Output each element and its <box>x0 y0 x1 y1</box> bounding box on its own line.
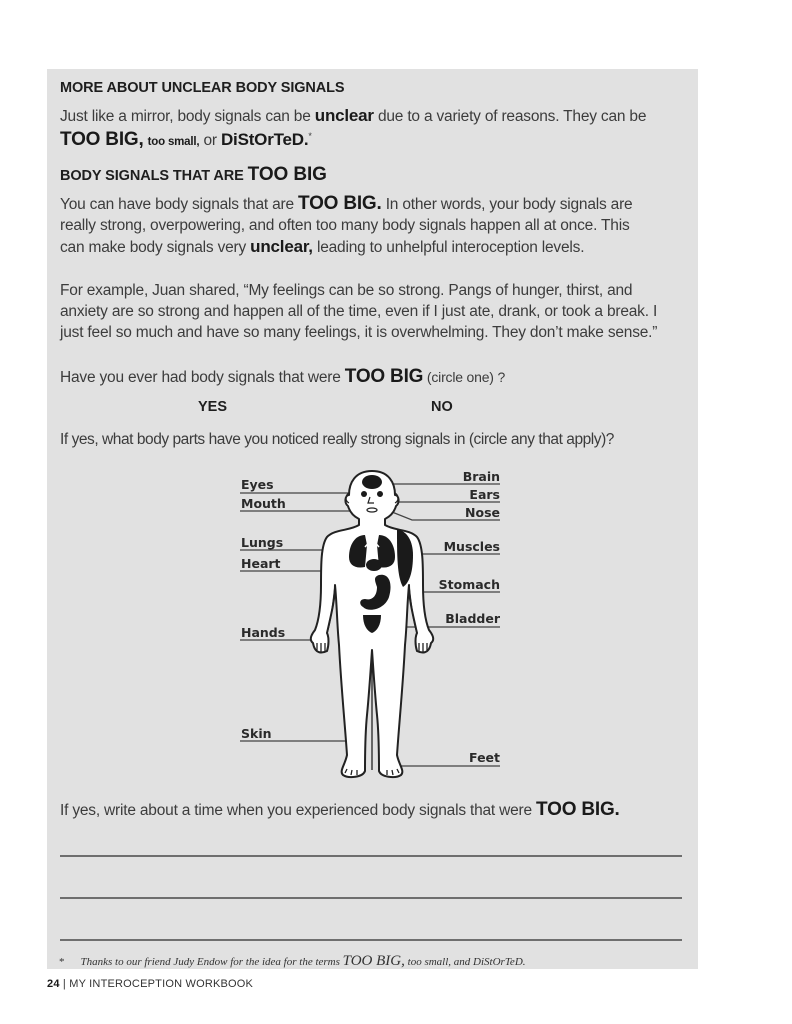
text: (circle one) ? <box>423 369 506 385</box>
too-big-term: TOO BIG. <box>536 799 620 820</box>
too-big-term: TOO BIG <box>344 366 424 387</box>
intro-text: Just like a mirror, body signals can be <box>60 108 315 125</box>
text: and <box>453 956 474 968</box>
intro-text-end: due to a variety of reasons. They can be <box>373 108 647 125</box>
page-number: 24 <box>47 978 60 990</box>
label-skin[interactable]: Skin <box>241 726 272 741</box>
label-brain[interactable]: Brain <box>462 469 500 484</box>
text: can make body signals very <box>60 239 251 256</box>
heading-prefix: BODY SIGNALS THAT ARE <box>60 168 248 184</box>
intro-line-1 <box>60 105 646 127</box>
label-heart[interactable]: Heart <box>241 556 281 571</box>
para2-line2: anxiety are so strong and happen all of the time, even if I just ate, drank, or took a break. I <box>60 303 658 320</box>
book-title: MY INTEROCEPTION WORKBOOK <box>69 978 254 990</box>
yes-option[interactable]: YES <box>198 399 228 415</box>
label-mouth[interactable]: Mouth <box>241 496 286 511</box>
label-hands[interactable]: Hands <box>241 625 286 640</box>
label-bladder[interactable]: Bladder <box>445 611 500 626</box>
text: Have you ever had body signals that were <box>60 369 345 386</box>
para1-line1 <box>60 193 632 215</box>
question-too-big <box>60 366 505 388</box>
page-footer <box>47 978 253 990</box>
answer-line-1[interactable] <box>60 855 682 857</box>
footnote-distorted: DiStOrTeD. <box>473 956 526 968</box>
para2-line3: just feel so much and have so many feelings, it is overwhelming. They don’t make sense.” <box>60 324 658 341</box>
label-muscles[interactable]: Muscles <box>443 539 500 554</box>
unclear-term: unclear <box>314 106 374 125</box>
section-heading-unclear: MORE ABOUT UNCLEAR BODY SIGNALS <box>60 80 345 96</box>
text: You can have body signals that are <box>60 196 299 213</box>
intro-line-2 <box>60 126 312 153</box>
or-text: or <box>199 132 221 150</box>
no-option[interactable]: NO <box>431 399 453 415</box>
question-write-about <box>60 799 620 821</box>
footnote-too-small: too small, <box>404 956 454 968</box>
footnote <box>59 953 526 970</box>
text: leading to unhelpful interoception levels. <box>312 239 585 256</box>
answer-line-2[interactable] <box>60 897 682 899</box>
distorted-term: DiStOrTeD. <box>220 130 309 150</box>
para1-line2: really strong, overpowering, and often too many body signals happen all at once. This <box>60 217 630 234</box>
heading-big: TOO BIG <box>247 164 327 185</box>
text: If yes, write about a time when you experienced body signals that were <box>60 802 537 819</box>
label-lungs[interactable]: Lungs <box>241 535 284 550</box>
label-stomach[interactable]: Stomach <box>438 577 500 592</box>
body-diagram <box>237 465 507 785</box>
label-ears[interactable]: Ears <box>469 487 500 502</box>
footnote-marker: * <box>308 131 312 141</box>
label-eyes[interactable]: Eyes <box>241 477 274 492</box>
separator: | <box>59 978 70 990</box>
unclear-term: unclear, <box>250 237 313 256</box>
para2-line1: For example, Juan shared, “My feelings can be so strong. Pangs of hunger, thirst, and <box>60 282 633 299</box>
label-nose[interactable]: Nose <box>465 505 500 520</box>
too-big-term: TOO BIG. <box>298 193 382 214</box>
answer-line-3[interactable] <box>60 939 682 941</box>
footnote-too-big: TOO BIG, <box>342 953 405 969</box>
too-big-term: TOO BIG, <box>60 129 144 151</box>
text: In other words, your body signals are <box>381 196 633 213</box>
footnote-marker: * <box>59 956 65 968</box>
label-feet[interactable]: Feet <box>469 750 500 765</box>
too-small-term: too small, <box>147 136 200 149</box>
text: Thanks to our friend Judy Endow for the idea for the terms <box>80 956 343 968</box>
section-heading-too-big <box>60 164 327 186</box>
question-body-parts: If yes, what body parts have you noticed really strong signals in (circle any that apply)? <box>60 431 614 448</box>
para1-line3 <box>60 236 584 258</box>
